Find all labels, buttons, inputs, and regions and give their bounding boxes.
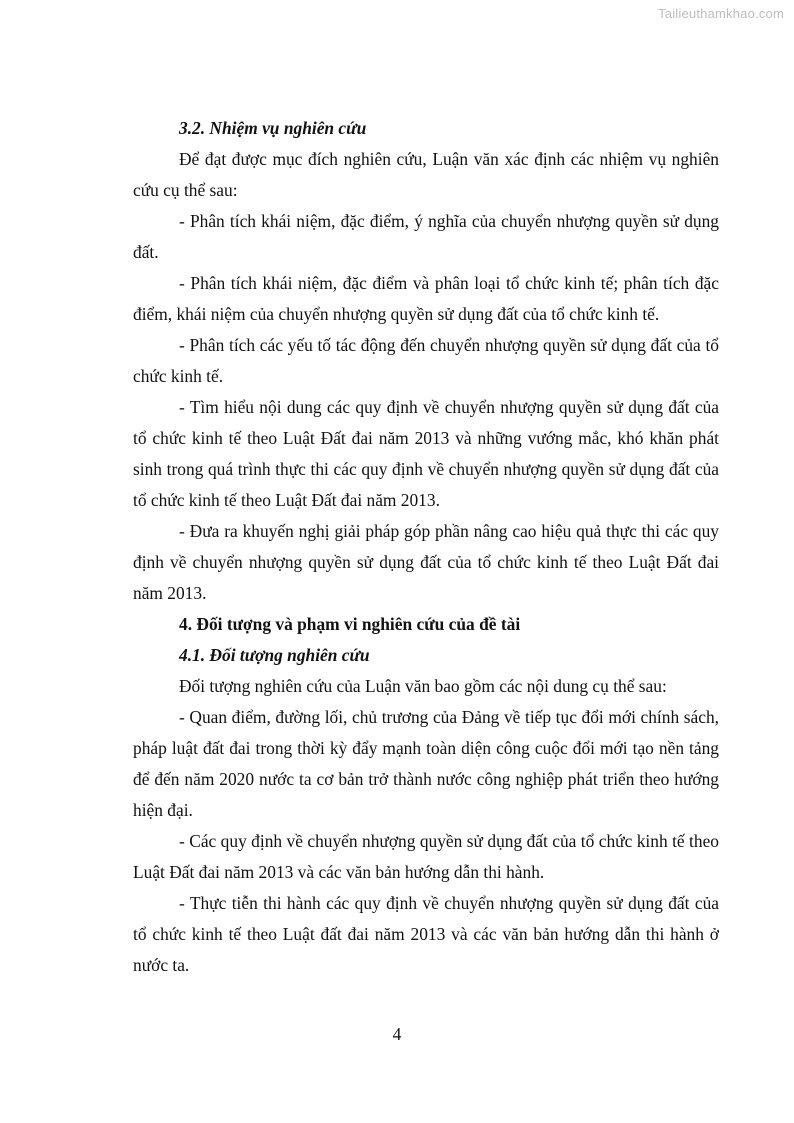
- paragraph: Đối tượng nghiên cứu của Luận văn bao gồm các nội dung cụ thể sau:: [179, 676, 667, 696]
- paragraph: - Các quy định về chuyển nhượng quyền sử dụng đất của tổ chức kinh tế theo Luật Đất đai năm 2013 và các văn bản hướng dẫn thi hành.: [133, 831, 719, 882]
- page-number: 4: [392, 1024, 402, 1044]
- heading-4-1: 4.1. Đối tượng nghiên cứu: [179, 645, 370, 665]
- document-body: [133, 113, 719, 981]
- paragraph: - Phân tích khái niệm, đặc điểm, ý nghĩa của chuyển nhượng quyền sử dụng đất.: [133, 211, 719, 262]
- paragraph: Để đạt được mục đích nghiên cứu, Luận văn xác định các nhiệm vụ nghiên cứu cụ thể sau:: [133, 149, 719, 200]
- paragraph: - Đưa ra khuyến nghị giải pháp góp phần nâng cao hiệu quả thực thi các quy định về chuyển nhượng quyền sử dụng đất của tổ chức kinh tế theo Luật Đất đai năm 2013.: [133, 521, 719, 603]
- paragraph: - Phân tích khái niệm, đặc điểm và phân loại tổ chức kinh tế; phân tích đặc điểm, khái niệm của chuyển nhượng quyền sử dụng đất của tổ chức kinh tế.: [133, 273, 719, 324]
- heading-3-2: 3.2. Nhiệm vụ nghiên cứu: [179, 118, 367, 138]
- paragraph: - Quan điểm, đường lối, chủ trương của Đảng về tiếp tục đổi mới chính sách, pháp luật đất đai trong thời kỳ đẩy mạnh toàn diện công cuộc đổi mới tạo nền tảng để đến năm 2020 nước ta cơ bản trở thành nước công nghiệp phát triển theo hướng hiện đại.: [133, 707, 719, 820]
- heading-4: 4. Đối tượng và phạm vi nghiên cứu của đề tài: [179, 614, 521, 634]
- paragraph: - Phân tích các yếu tố tác động đến chuyển nhượng quyền sử dụng đất của tổ chức kinh tế.: [133, 335, 719, 386]
- watermark: Tailieuthamkhao.com: [658, 6, 784, 21]
- paragraph: - Thực tiễn thi hành các quy định về chuyển nhượng quyền sử dụng đất của tổ chức kinh tế theo Luật đất đai năm 2013 và các văn bản hướng dẫn thi hành ở nước ta.: [133, 893, 719, 975]
- paragraph: - Tìm hiểu nội dung các quy định về chuyển nhượng quyền sử dụng đất của tổ chức kinh tế theo Luật Đất đai năm 2013 và những vướng mắc, khó khăn phát sinh trong quá trình thực thi các quy định về chuyển nhượng quyền sử dụng đất của tổ chức kinh tế theo Luật Đất đai năm 2013.: [133, 397, 719, 510]
